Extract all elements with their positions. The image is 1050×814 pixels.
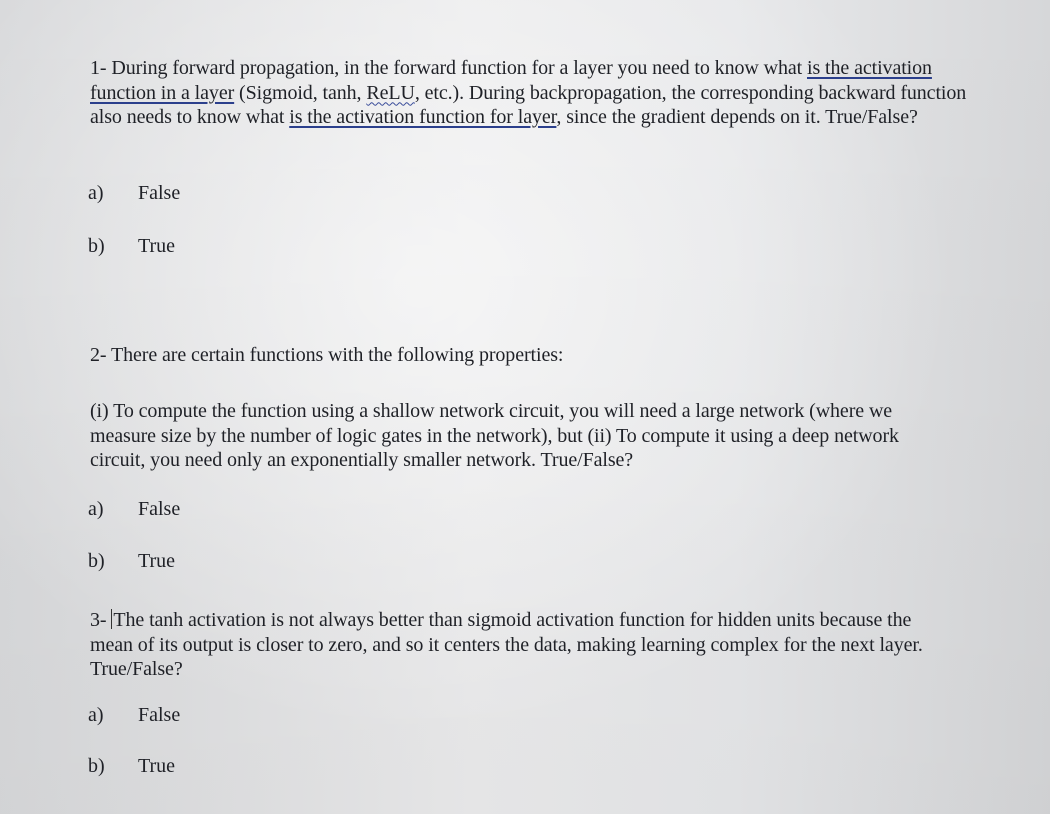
- question-3-option-b[interactable]: [88, 755, 175, 778]
- option-letter: a): [88, 704, 104, 726]
- question-1-text-end: , since the gradient depends on it. True/False?: [556, 106, 918, 128]
- question-1-text: [90, 56, 980, 130]
- question-3-number: 3-: [90, 609, 112, 631]
- option-text: False: [138, 498, 181, 520]
- question-1-option-b[interactable]: [88, 235, 175, 258]
- question-2-text: (i) To compute the function using a shallow network circuit, you will need a large network (where we measure size by the number of logic gates in the network), but (ii) To compute it using a deep network circuit, you need only an exponentially smaller network. True/False?: [90, 400, 899, 471]
- question-1-text-mid: (Sigmoid, tanh,: [234, 81, 367, 104]
- question-1-text-start: 1- During forward propagation, in the forward function for a layer you need to know what: [90, 57, 807, 79]
- option-text: False: [138, 704, 181, 726]
- question-1-option-a[interactable]: [88, 182, 180, 205]
- option-letter: b): [88, 550, 105, 572]
- option-text: True: [138, 755, 176, 777]
- question-2: [90, 399, 930, 473]
- option-letter: b): [88, 235, 105, 257]
- option-letter: a): [88, 498, 104, 520]
- question-2-intro: [90, 343, 980, 368]
- option-text: False: [138, 182, 181, 204]
- question-1-text-mid2: , etc.). During backpropagation, the corresponding backward function also needs to know what: [90, 81, 967, 128]
- question-2-intro-text: 2- There are certain functions with the following properties:: [90, 344, 564, 366]
- question-3-option-a[interactable]: [88, 704, 180, 727]
- option-letter: a): [88, 182, 104, 204]
- question-1: [90, 56, 980, 130]
- question-3-body: The tanh activation is not always better than sigmoid activation function for hidden units because the mean of its output is closer to zero, and so it centers the data, making learning complex for the next layer. True/False?: [90, 609, 923, 680]
- question-2-option-b[interactable]: [88, 550, 175, 573]
- question-3-text: [90, 608, 930, 682]
- option-text: True: [138, 550, 176, 572]
- question-3: [90, 608, 930, 682]
- underlined-phrase-1: is the activation function in a layer: [90, 57, 932, 104]
- relu-term: ReLU: [366, 81, 415, 104]
- option-letter: b): [88, 755, 105, 777]
- underlined-phrase-2: is the activation function for layer: [289, 106, 557, 128]
- question-2-option-a[interactable]: [88, 498, 180, 521]
- option-text: True: [138, 235, 176, 257]
